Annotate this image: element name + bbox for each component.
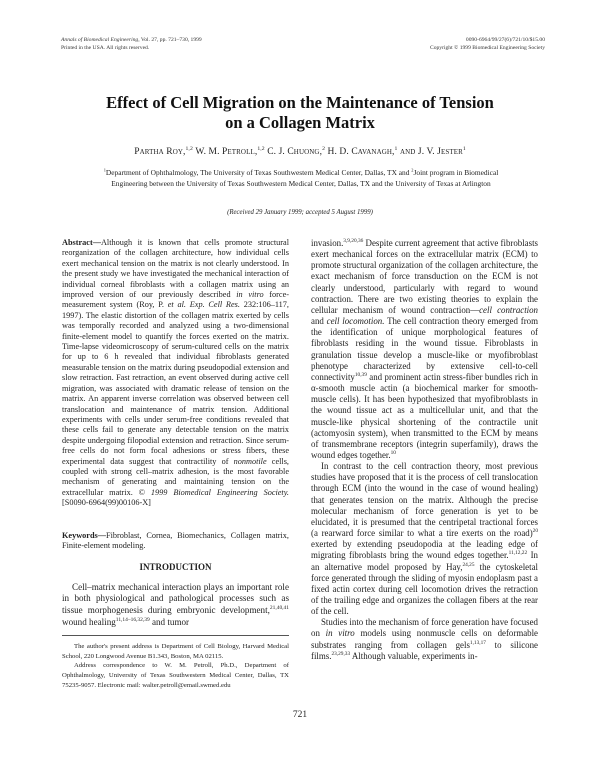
text-run: Joint program in Biomedical Engineering between the University of Texas Southwestern Medical Center, Dallas, TX and the University of Texas at Arlington bbox=[111, 168, 499, 188]
author-name: and J. V. Jester bbox=[399, 147, 463, 157]
author-affiliation-mark: 2 bbox=[322, 145, 326, 152]
text-run: to silicone films. bbox=[311, 639, 538, 661]
text-run: and prominent actin stress-fiber bundles rich in α-smooth muscle actin (a biochemical marker for smooth-muscle cells). It has been hypothesized that myofibroblasts in the wound tissue act as a multicellular unit, and that the muscle-like physical shortening of the contractile unit (actomyosin system), when transmitted to the ECM by means of transmembrane receptors (integrin superfamily), draws the wound edges together. bbox=[311, 371, 538, 460]
footnote: The author's present address is Department of Cell Biology, Harvard Medical School, 220 Longwood Avenue B1.343, Boston, MA 02115. bbox=[62, 643, 289, 660]
citation-superscript: 21,40,41 bbox=[269, 604, 289, 611]
left-column bbox=[62, 238, 289, 690]
text-run: Although valuable, experiments in- bbox=[350, 650, 478, 661]
issn-code: 0090-6964/99/27(6)/721/10/$15.00 bbox=[465, 37, 545, 43]
text-run: Although it is known that cells promote structural reorganization of the collagen architecture, how individual cells exert mechanical tension on the matrix is not clearly understood. In the present study we have investigated the mechanical interaction of individual corneal fibroblasts with a collagen matrix using an improved version of our previously described bbox=[62, 238, 289, 300]
footnote-divider bbox=[62, 635, 289, 636]
text-run: et al. Exp. Cell Res. bbox=[167, 300, 240, 310]
copyright-notice: Copyright © 1999 Biomedical Engineering Society bbox=[429, 44, 545, 51]
text-run: Despite current agreement that active fibroblasts exert mechanical forces on the extracellular matrix (ECM) to promote structural organization of the collagen architecture, the exact mechanism of force transduction on the ECM is not clearly understood, particularly with regard to wound contraction. There are two existing theories to explain the cellular mechanism of wound contraction— bbox=[311, 238, 538, 315]
text-run: Department of Ophthalmology, The University of Texas Southwestern Medical Center, Dallas, TX and bbox=[105, 168, 412, 177]
journal-citation bbox=[61, 37, 202, 52]
run-label: Abstract— bbox=[62, 238, 101, 247]
citation-superscript: 10 bbox=[390, 450, 396, 456]
abstract bbox=[62, 238, 289, 509]
keywords bbox=[62, 531, 289, 552]
body-paragraph bbox=[311, 617, 538, 662]
section-heading: INTRODUCTION bbox=[139, 562, 212, 573]
text-run: In contrast to the cell contraction theory, most previous studies have proposed that it is the process of cell translocation through ECM (into the wound in the case of wound healing) that generates tension on the matrix. Although the precise molecular mechanism of force generation is yet to be elucidated, it is presumed that the centripetal tractional forces (a rearward force similar to what a tire exerts on the road) bbox=[311, 461, 538, 539]
title-line: on a Collagen Matrix bbox=[225, 113, 375, 132]
body-paragraph bbox=[311, 461, 538, 617]
volume-pages: Vol. 27, pp. 721–730, 1999 bbox=[139, 37, 202, 43]
text-run: 232:106–117, 1997). The elastic distortion of the collagen matrix exerted by cells was temporally recorded and analyzed using a two-dimensional finite-element model to quantify the forces exerted on the matrix. Time-lapse videomicroscopy of serum-cultured cells on the matrix for up to 6 h revealed that individual fibroblasts generated measurable tension on the matrix during pseudopodial extension and slow retraction. Fast retraction, an event observed during active cell migration, was associated with dramatic release of tension on the matrix. An apparent inverse correlation was observed between cell translocation and maintenance of matrix tension. Additional experiments with cells under serum-free conditions revealed that these cells fail to generate any detectable tension on the matrix despite undergoing filopodial extension and retraction. Since serum-free cells do not form focal adhesions or stress fibers, these experimental data suggest that contractility of bbox=[62, 300, 289, 466]
text-run: models using nonmuscle cells on deformable substrates ranging from collagen gels bbox=[311, 628, 539, 650]
text-run: cell locomotion. bbox=[326, 316, 385, 327]
author-name: Partha Roy, bbox=[134, 147, 186, 157]
footnote: Address correspondence to W. M. Petroll, Ph.D., Department of Ophthalmology, University of Texas Southwestern Medical Center, Dallas, TX 75235-9057. Electronic mail: walter.petroll@email.swmed.edu bbox=[62, 662, 289, 689]
right-column bbox=[311, 238, 538, 662]
citation-superscript: 2 bbox=[411, 167, 414, 173]
text-run: the cytoskeletal force generated through the sliding of myosin endoplasm past a fixed actin cortex during cell locomotion drives the retraction of the trailing edge and organizes the collagen fibers at the rear of the cell. bbox=[311, 561, 538, 617]
citation-superscript: 1 bbox=[103, 167, 106, 173]
text-run: Cell–matrix mechanical interaction plays an important role in both physiological and pathological processes such as tissue morphogenesis during embryonic development, bbox=[62, 581, 289, 615]
text-run: exerted by extending pseudopodia at the leading edge of migrating fibroblasts bring the wound edges together. bbox=[311, 539, 538, 561]
author-name: C. J. Chuong, bbox=[267, 147, 323, 157]
text-run: Fibroblast, Cornea, Biomechanics, Collagen matrix, Finite-element modeling. bbox=[62, 530, 289, 550]
journal-name: Annals of Biomedical Engineering, bbox=[61, 37, 140, 43]
page-number: 721 bbox=[292, 710, 308, 720]
citation-superscript: 20 bbox=[532, 528, 538, 535]
title-line: Effect of Cell Migration on the Maintenance of Tension bbox=[106, 93, 494, 112]
text-run: wound healing bbox=[62, 616, 116, 627]
paper-title bbox=[0, 93, 600, 133]
text-run: cells, coupled with strong cell–matrix adhesion, is the most favorable mechanism of generating and maintaining tension on the extracellular matrix. © bbox=[62, 456, 289, 497]
author-affiliation-mark: 1 bbox=[462, 145, 466, 152]
text-run: in vitro bbox=[236, 290, 264, 300]
affiliations bbox=[85, 168, 517, 189]
text-run: The cell contraction theory emerged from the identification of unique morphological features of fibroblasts residing in the wound tissue. Fibroblasts in granulation tissue develop a muscle-like or myofibroblast phenotype characterized by extensive cell-to-cell connectivity bbox=[311, 316, 538, 382]
author-affiliation-mark: 1 bbox=[394, 145, 398, 152]
received-dates: (Received 29 January 1999; accepted 5 August 1999) bbox=[227, 209, 373, 216]
text-run: cell contraction bbox=[479, 304, 538, 315]
text-run: Studies into the mechanism of force generation have focused on bbox=[311, 617, 538, 639]
text-run: invasion. bbox=[311, 238, 344, 248]
author-name: H. D. Cavanagh, bbox=[327, 147, 395, 157]
citation-superscript: 10,39 bbox=[354, 371, 367, 378]
author-name: W. M. Petroll, bbox=[195, 147, 258, 157]
author-affiliation-mark: 1,2 bbox=[257, 145, 265, 152]
text-run: and bbox=[311, 316, 327, 327]
citation-superscript: 23,29,33 bbox=[331, 650, 351, 657]
text-run: In an alternative model proposed by Hay, bbox=[311, 550, 538, 572]
body-paragraph bbox=[311, 238, 538, 461]
printed-notice: Printed in the USA. All rights reserved. bbox=[61, 44, 150, 51]
run-label: Keywords— bbox=[62, 530, 106, 540]
text-run: and tumor bbox=[149, 616, 190, 627]
citation-superscript: 1,13,17 bbox=[469, 639, 486, 646]
copyright-block bbox=[430, 37, 545, 52]
citation-superscript: 3,9,20,36 bbox=[343, 238, 364, 245]
text-run: in vitro bbox=[325, 628, 355, 639]
text-run: 1999 Biomedical Engineering Society. bbox=[150, 487, 289, 497]
citation-superscript: 11,12,22 bbox=[508, 550, 528, 557]
text-run: [S0090-6964(99)00106-X] bbox=[62, 498, 151, 508]
citation-superscript: 11,14–16,32,39 bbox=[115, 616, 150, 623]
citation-superscript: 24,25 bbox=[462, 561, 475, 568]
text-run: nonmotile bbox=[233, 456, 267, 466]
text-run: force-measurement system (Roy, P. bbox=[62, 290, 289, 310]
author-affiliation-mark: 1,2 bbox=[185, 145, 193, 152]
author-list bbox=[0, 147, 600, 157]
intro-paragraph bbox=[62, 582, 289, 628]
